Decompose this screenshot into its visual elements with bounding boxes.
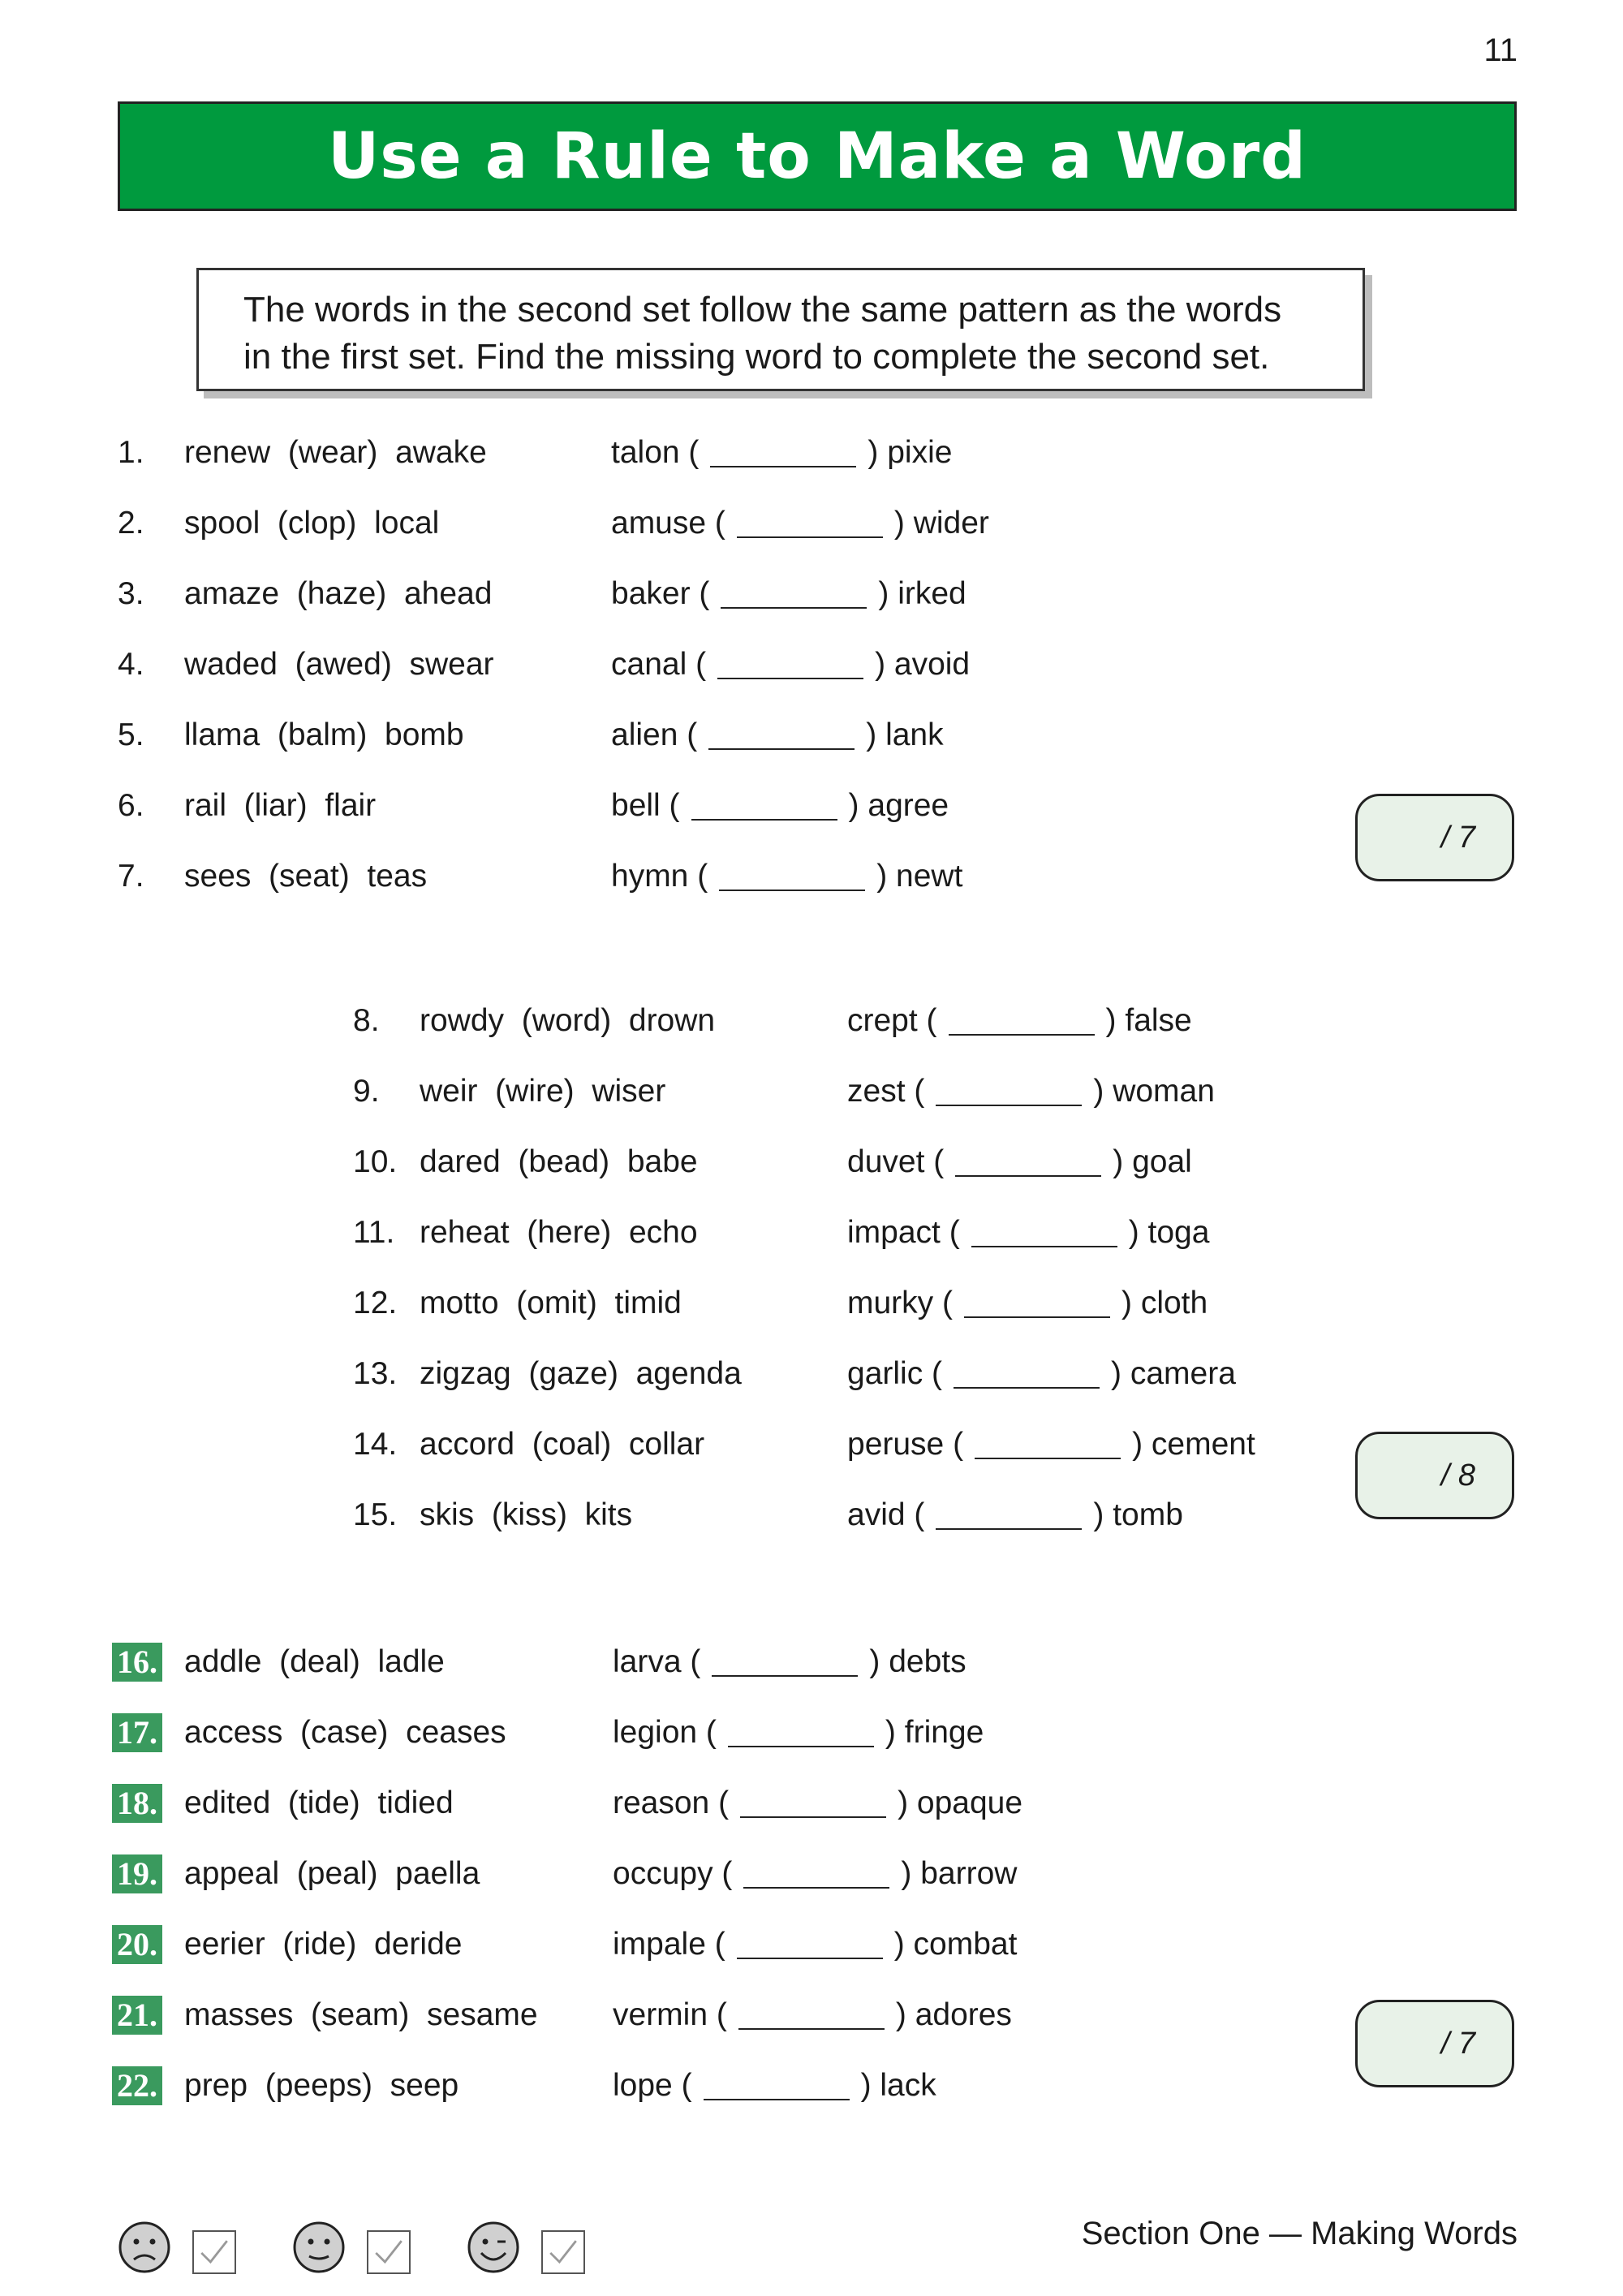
fill-in-group xyxy=(613,2061,936,2110)
left-word: murky xyxy=(847,1286,934,1320)
question-number: 3. xyxy=(118,576,144,611)
example-words: reheat (here) echo xyxy=(420,1215,698,1250)
happy-face-icon[interactable] xyxy=(467,2221,520,2274)
fill-in-group xyxy=(613,1708,984,1757)
answer-blank[interactable] xyxy=(738,2001,885,2030)
right-word: pixie xyxy=(887,435,953,470)
left-word: amuse xyxy=(611,506,707,541)
score-box-section-3[interactable] xyxy=(1355,2000,1514,2087)
right-word: fringe xyxy=(904,1715,984,1750)
fill-in-group xyxy=(611,640,970,689)
example-words: waded (awed) swear xyxy=(184,647,494,682)
left-word: baker xyxy=(611,576,691,611)
fill-in-group xyxy=(611,429,952,477)
example-words: edited (tide) tidied xyxy=(184,1786,454,1820)
fill-in-group xyxy=(613,1638,966,1686)
question-number: 6. xyxy=(118,788,144,823)
right-word: lank xyxy=(885,717,944,752)
fill-in-group xyxy=(611,711,944,760)
close-paren: ) xyxy=(1105,1003,1126,1038)
right-word: barrow xyxy=(920,1856,1018,1891)
example-words: renew (wear) awake xyxy=(184,435,487,470)
check-box-sad[interactable] xyxy=(192,2230,236,2274)
answer-blank[interactable] xyxy=(728,1718,874,1747)
question-number: 19. xyxy=(112,1854,162,1893)
open-paren: ( xyxy=(679,435,700,470)
example-words: rail (liar) flair xyxy=(184,788,377,823)
fill-in-group xyxy=(847,1138,1192,1187)
fill-in-group xyxy=(613,1991,1012,2040)
title-banner xyxy=(118,101,1517,211)
open-paren: ( xyxy=(706,506,725,541)
left-word: impale xyxy=(613,1927,706,1962)
close-paren: ) xyxy=(898,1786,917,1820)
question-number: 12. xyxy=(353,1286,398,1320)
check-icon xyxy=(368,2232,409,2272)
close-paren: ) xyxy=(848,788,868,823)
close-paren: ) xyxy=(1132,1427,1152,1462)
question-number: 7. xyxy=(118,859,144,894)
open-paren: ( xyxy=(923,1356,943,1391)
answer-blank[interactable] xyxy=(949,1006,1095,1036)
right-word: goal xyxy=(1132,1144,1192,1179)
question-number: 17. xyxy=(112,1713,162,1752)
check-box-happy[interactable] xyxy=(541,2230,585,2274)
question-number: 8. xyxy=(353,1003,380,1038)
fill-in-group xyxy=(847,1420,1255,1469)
left-word: crept xyxy=(847,1003,918,1038)
example-words: amaze (haze) ahead xyxy=(184,576,493,611)
answer-blank[interactable] xyxy=(955,1148,1101,1177)
open-paren: ( xyxy=(660,788,680,823)
open-paren: ( xyxy=(709,1786,730,1820)
fill-in-group xyxy=(847,997,1192,1045)
left-word: hymn xyxy=(611,859,689,894)
open-paren: ( xyxy=(712,1856,733,1891)
example-words: rowdy (word) drown xyxy=(420,1003,716,1038)
question-row xyxy=(0,852,1347,901)
right-word: woman xyxy=(1113,1074,1215,1109)
answer-blank[interactable] xyxy=(704,2071,850,2100)
answer-blank[interactable] xyxy=(740,1789,886,1818)
right-word: false xyxy=(1125,1003,1192,1038)
answer-blank[interactable] xyxy=(691,791,837,821)
answer-blank[interactable] xyxy=(721,579,867,609)
close-paren: ) xyxy=(901,1856,921,1891)
left-word: lope xyxy=(613,2068,673,2103)
left-word: avid xyxy=(847,1497,906,1532)
answer-blank[interactable] xyxy=(964,1289,1110,1318)
example-words: masses (seam) sesame xyxy=(184,1997,538,2032)
question-row xyxy=(0,1420,1347,1469)
question-number: 13. xyxy=(353,1356,398,1391)
score-label: / 7 xyxy=(1440,820,1475,855)
right-word: debts xyxy=(889,1644,966,1679)
question-number: 16. xyxy=(112,1643,162,1682)
question-number: 15. xyxy=(353,1497,398,1532)
right-word: newt xyxy=(896,859,963,894)
right-word: avoid xyxy=(893,647,971,682)
question-row xyxy=(0,1779,1347,1828)
question-row xyxy=(0,640,1347,689)
question-row xyxy=(0,1279,1347,1328)
question-row xyxy=(0,1638,1347,1686)
right-word: adores xyxy=(915,1997,1012,2032)
close-paren: ) xyxy=(1113,1144,1133,1179)
fill-in-group xyxy=(847,1491,1183,1540)
left-word: impact xyxy=(847,1215,941,1250)
page-number: 11 xyxy=(1483,32,1518,68)
open-paren: ( xyxy=(690,576,710,611)
question-row xyxy=(0,570,1347,618)
check-icon xyxy=(543,2232,583,2272)
question-row xyxy=(0,2061,1347,2110)
check-icon xyxy=(194,2232,235,2272)
example-words: appeal (peal) paella xyxy=(184,1856,480,1891)
question-number: 11. xyxy=(353,1215,395,1250)
question-number: 20. xyxy=(112,1925,162,1964)
question-row xyxy=(0,1067,1347,1116)
open-paren: ( xyxy=(933,1286,953,1320)
right-word: camera xyxy=(1130,1356,1236,1391)
close-paren: ) xyxy=(867,435,888,470)
answer-blank[interactable] xyxy=(743,1859,889,1889)
question-number: 1. xyxy=(118,435,144,470)
question-number: 9. xyxy=(353,1074,380,1109)
question-row xyxy=(0,1350,1347,1398)
close-paren: ) xyxy=(878,576,898,611)
left-word: peruse xyxy=(847,1427,945,1462)
check-box-neutral[interactable] xyxy=(367,2230,411,2274)
close-paren: ) xyxy=(876,859,897,894)
question-number: 2. xyxy=(118,506,144,541)
right-word: lack xyxy=(880,2068,936,2103)
question-row xyxy=(0,1208,1347,1257)
question-number: 18. xyxy=(112,1784,162,1823)
open-paren: ( xyxy=(687,647,707,682)
answer-blank[interactable] xyxy=(708,721,855,750)
question-row xyxy=(0,997,1347,1045)
left-word: alien xyxy=(611,717,678,752)
sad-face-icon[interactable] xyxy=(118,2221,171,2274)
answer-blank[interactable] xyxy=(936,1077,1082,1106)
close-paren: ) xyxy=(1121,1286,1141,1320)
left-word: canal xyxy=(611,647,687,682)
question-number: 10. xyxy=(353,1144,398,1179)
close-paren: ) xyxy=(1093,1497,1113,1532)
footer-section-label: Section One — Making Words xyxy=(1081,2216,1518,2251)
open-paren: ( xyxy=(688,859,708,894)
fill-in-group xyxy=(611,570,966,618)
question-row xyxy=(0,499,1347,548)
open-paren: ( xyxy=(905,1497,925,1532)
answer-blank[interactable] xyxy=(975,1430,1121,1459)
right-word: combat xyxy=(913,1927,1018,1962)
close-paren: ) xyxy=(885,1715,905,1750)
close-paren: ) xyxy=(893,506,914,541)
fill-in-group xyxy=(847,1208,1209,1257)
open-paren: ( xyxy=(678,717,698,752)
left-word: talon xyxy=(611,435,680,470)
answer-blank[interactable] xyxy=(936,1501,1082,1530)
left-word: reason xyxy=(613,1786,710,1820)
right-word: cloth xyxy=(1140,1286,1208,1320)
open-paren: ( xyxy=(672,2068,692,2103)
answer-blank[interactable] xyxy=(971,1218,1117,1247)
left-word: bell xyxy=(611,788,661,823)
question-number: 4. xyxy=(118,647,144,682)
fill-in-group xyxy=(613,1779,1022,1828)
page-title: Use a Rule to Make a Word xyxy=(327,119,1307,193)
example-words: spool (clop) local xyxy=(184,506,440,541)
neutral-face-icon[interactable] xyxy=(292,2221,346,2274)
answer-blank[interactable] xyxy=(719,862,865,891)
close-paren: ) xyxy=(893,1927,914,1962)
question-number: 21. xyxy=(112,1996,162,2035)
right-word: tomb xyxy=(1113,1497,1183,1532)
open-paren: ( xyxy=(705,1927,725,1962)
open-paren: ( xyxy=(905,1074,925,1109)
close-paren: ) xyxy=(866,717,886,752)
example-words: prep (peeps) seep xyxy=(184,2068,459,2103)
close-paren: ) xyxy=(875,647,894,682)
left-word: occupy xyxy=(613,1856,713,1891)
right-word: opaque xyxy=(916,1786,1023,1820)
answer-blank[interactable] xyxy=(737,1930,883,1959)
score-box-section-1[interactable] xyxy=(1355,794,1514,881)
answer-blank[interactable] xyxy=(712,1648,858,1677)
fill-in-group xyxy=(847,1067,1215,1116)
question-row xyxy=(0,711,1347,760)
example-words: accord (coal) collar xyxy=(420,1427,705,1462)
close-paren: ) xyxy=(1128,1215,1148,1250)
question-number: 5. xyxy=(118,717,144,752)
left-word: garlic xyxy=(847,1356,923,1391)
close-paren: ) xyxy=(895,1997,915,2032)
open-paren: ( xyxy=(681,1644,701,1679)
left-word: legion xyxy=(613,1715,698,1750)
left-word: duvet xyxy=(847,1144,925,1179)
left-word: vermin xyxy=(613,1997,708,2032)
right-word: agree xyxy=(867,788,949,823)
open-paren: ( xyxy=(940,1215,960,1250)
example-words: weir (wire) wiser xyxy=(420,1074,666,1109)
right-word: toga xyxy=(1147,1215,1210,1250)
example-words: sees (seat) teas xyxy=(184,859,428,894)
question-row xyxy=(0,1850,1347,1898)
instructions-box xyxy=(196,268,1365,391)
question-row xyxy=(0,782,1347,830)
score-label: / 8 xyxy=(1440,1458,1475,1493)
example-words: addle (deal) ladle xyxy=(184,1644,445,1679)
example-words: access (case) ceases xyxy=(184,1715,506,1750)
fill-in-group xyxy=(847,1279,1208,1328)
open-paren: ( xyxy=(924,1144,945,1179)
answer-blank[interactable] xyxy=(737,509,883,538)
close-paren: ) xyxy=(1111,1356,1130,1391)
question-number: 14. xyxy=(353,1427,398,1462)
right-word: wider xyxy=(913,506,989,541)
right-word: irked xyxy=(898,576,966,611)
question-row xyxy=(0,1708,1347,1757)
close-paren: ) xyxy=(869,1644,889,1679)
fill-in-group xyxy=(613,1850,1017,1898)
left-word: larva xyxy=(613,1644,682,1679)
left-word: zest xyxy=(847,1074,906,1109)
open-paren: ( xyxy=(708,1997,727,2032)
score-box-section-2[interactable] xyxy=(1355,1432,1514,1519)
open-paren: ( xyxy=(917,1003,937,1038)
question-row xyxy=(0,429,1347,477)
example-words: llama (balm) bomb xyxy=(184,717,464,752)
question-number: 22. xyxy=(112,2066,162,2105)
open-paren: ( xyxy=(944,1427,964,1462)
fill-in-group xyxy=(611,782,949,830)
answer-blank[interactable] xyxy=(710,438,856,467)
example-words: skis (kiss) kits xyxy=(420,1497,633,1532)
example-words: zigzag (gaze) agenda xyxy=(420,1356,742,1391)
close-paren: ) xyxy=(860,2068,880,2103)
question-row xyxy=(0,1991,1347,2040)
right-word: cement xyxy=(1151,1427,1255,1462)
example-words: dared (bead) babe xyxy=(420,1144,698,1179)
example-words: motto (omit) timid xyxy=(420,1286,682,1320)
example-words: eerier (ride) deride xyxy=(184,1927,463,1962)
fill-in-group xyxy=(613,1920,1017,1969)
question-row xyxy=(0,1491,1347,1540)
instructions-text: The words in the second set follow the same pattern as the words in the first set. Find the missing word to complete the second set. xyxy=(243,290,1282,377)
fill-in-group xyxy=(847,1350,1236,1398)
answer-blank[interactable] xyxy=(717,650,863,679)
question-row xyxy=(0,1138,1347,1187)
fill-in-group xyxy=(611,852,962,901)
close-paren: ) xyxy=(1093,1074,1113,1109)
fill-in-group xyxy=(611,499,989,548)
question-row xyxy=(0,1920,1347,1969)
score-label: / 7 xyxy=(1440,2026,1475,2061)
answer-blank[interactable] xyxy=(954,1359,1100,1389)
open-paren: ( xyxy=(697,1715,717,1750)
